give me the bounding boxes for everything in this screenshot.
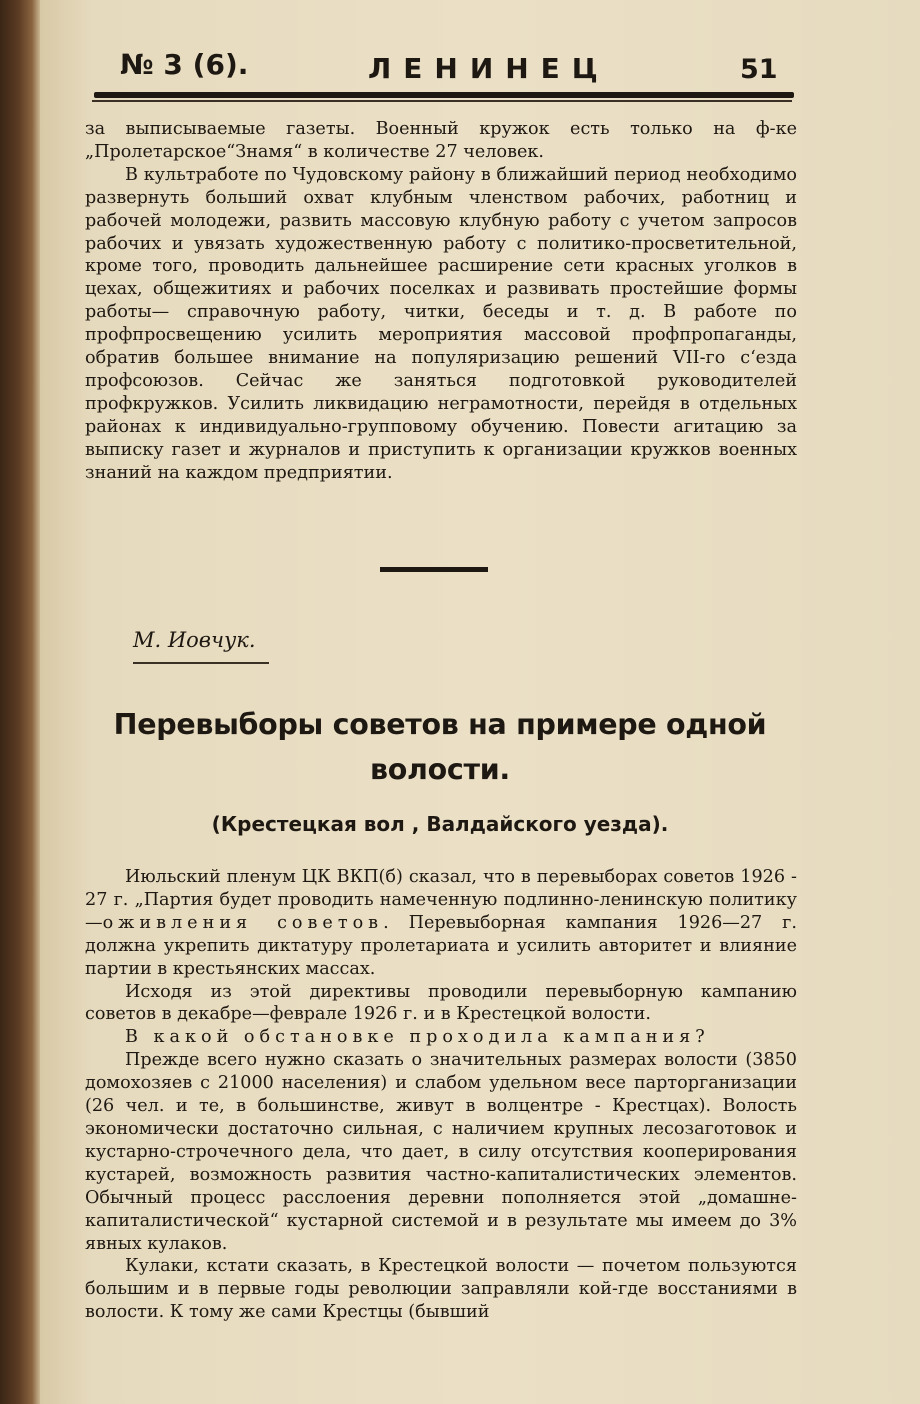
text-run: . Перевыборная кампания 1926—27 г. должна укрепить диктатуру пролетариата и усилить авторитет и влияние партии в крестьянских массах. — [85, 912, 797, 979]
paragraph: Прежде всего нужно сказать о значительных размерах волости (3850 домохозяев с 21000 населения) и слабом удельном весе парторганизации (26 чел. и те, в большинстве, живут в волцентре - Крестцах). Волость экономически достаточно сильная, с наличием крупных лесозаготовок и кустарно-строчечного дела, что дает, в силу отсутствия кооперирования кустарей, возможность развития частно-капиталистических элементов. Обычный процесс расслоения деревни пополняется этой „домашне-капиталистической“ кустарной системой и в результате мы имеем до 3% явных кулаков. — [85, 1050, 797, 1254]
spaced-emphasis: В какой обстановке проходила кампания? — [125, 1027, 710, 1048]
text-run: Июльский пленум ЦК ВКП(б) сказал, что в перевыборах советов 1926 - 27 г. „Партия будет проводить намеченную подлинно-ленинскую политику— — [85, 867, 797, 933]
section-separator — [380, 567, 488, 572]
article-body — [85, 866, 797, 1324]
paragraph: за выписываемые газеты. Военный кружок есть только на ф-ке „Пролетарское“Знамя“ в количестве 27 человек. — [85, 119, 797, 162]
journal-title: ЛЕНИНЕЦ — [368, 52, 610, 85]
article-subtitle: (Крестецкая вол , Валдайского уезда). — [211, 812, 669, 836]
document-page — [40, 0, 920, 1404]
running-header — [40, 48, 920, 98]
header-rule — [94, 92, 794, 98]
section-continuation — [85, 118, 797, 485]
article-author: М. Иовчук. — [133, 628, 256, 652]
author-underline — [133, 662, 269, 664]
paragraph — [85, 1026, 797, 1049]
paragraph: Исходя из этой директивы проводили перевыборную кампанию советов в декабре—феврале 1926 г. и в Крестецкой волости. — [85, 981, 797, 1025]
page-number: 51 — [740, 54, 778, 85]
header-rule-thin — [92, 100, 792, 102]
paragraph: В культработе по Чудовскому району в ближайший период необходимо развернуть больший охват клубным членством рабочих, работниц и рабочей молодежи, развить массовую клубную работу с учетом запросов рабочих и увязать художественную работу с политико-просветительной, кроме того, проводить дальнейшее расширение сети красных уголков в цехах, общежитиях и рабочих поселках и развивать простейшие формы работы— справочную работу, читки, беседы и т. д. В работе по профпросвещению усилить мероприятия массовой профпропаганды, обратив большее внимание на популяризацию решений VII-го с‘езда профсоюзов. Сейчас же заняться подготовкой руководителей профкружков. Усилить ликвидацию неграмотности, перейдя в отдельных районах к индивидуально-групповому обучению. Повести агитацию за выписку газет и журналов и приступить к организации кружков военных знаний на каждом предприятии. — [85, 164, 797, 483]
paragraph — [85, 866, 797, 981]
paragraph: Кулаки, кстати сказать, в Крестецкой волости — почетом пользуются большим и в первые годы революции заправляли кой-где восстаниями в волости. К тому же сами Крестцы (бывший — [85, 1256, 797, 1323]
issue-number: № 3 (6). — [120, 48, 249, 81]
article-title: Перевыборы советов на примере одной волости. — [113, 708, 767, 786]
book-spine — [0, 0, 40, 1404]
spaced-emphasis: оживления советов — [102, 912, 384, 933]
